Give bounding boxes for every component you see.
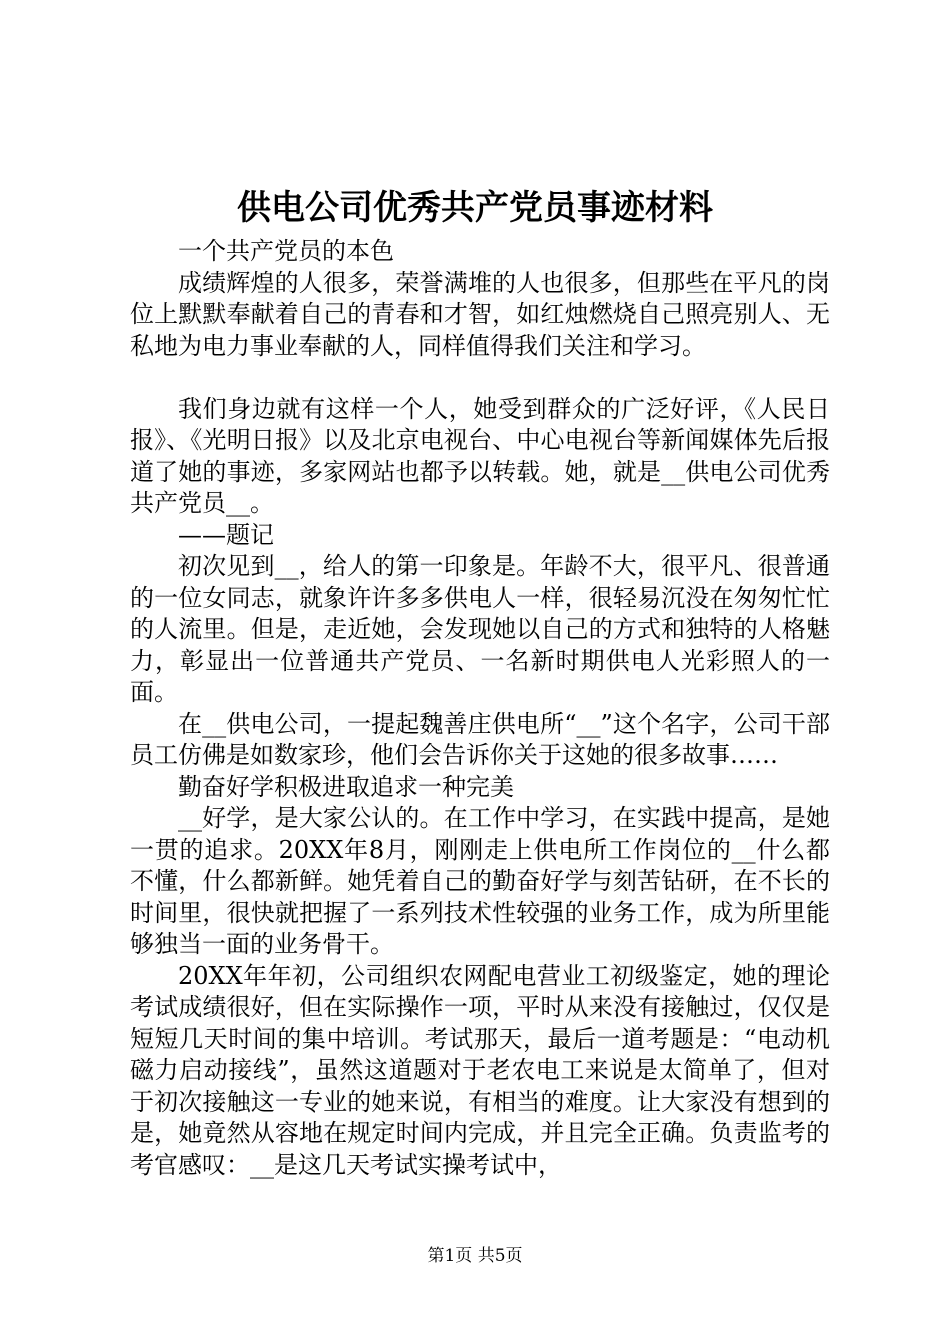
- document-body: [130, 236, 830, 1181]
- paragraph-intro: 成绩辉煌的人很多，荣誉满堆的人也很多，但那些在平凡的岗位上默默奉献着自己的青春和才智，如红烛燃烧自己照亮别人、无私地为电力事业奉献的人，同样值得我们关注和学习。: [130, 268, 830, 360]
- paragraph-studious: __好学，是大家公认的。在工作中学习，在实践中提高，是她一贯的追求。20XX年8月，刚刚走上供电所工作岗位的__什么都不懂，什么都新鲜。她凭着自己的勤奋好学与刻苦钻研，在不长的时间里，很快就把握了一系列技术性较强的业务工作，成为所里能够独当一面的业务骨干。: [130, 804, 830, 958]
- paragraph-first-impression: 初次见到__，给人的第一印象是。年龄不大，很平凡、很普通的一位女同志，就象许许多多供电人一样，很轻易沉没在匆匆忙忙的人流里。但是，走近她，会发现她以自己的方式和独特的人格魅力，彰显出一位普通共产党员、一名新时期供电人光彩照人的一面。: [130, 552, 830, 706]
- page-footer: 第1页 共5页: [427, 1246, 523, 1266]
- paragraph-subtitle: 一个共产党员的本色: [178, 237, 394, 265]
- paragraph-epigraph-source: ——题记: [178, 520, 274, 549]
- paragraph-introduction-person: 我们身边就有这样一个人，她受到群众的广泛好评，《人民日报》、《光明日报》以及北京电视台、中心电视台等新闻媒体先后报道了她的事迹，多家网站也都予以转载。她，就是__供电公司优秀共产党员__。: [130, 394, 830, 517]
- section-heading: 勤奋好学积极进取追求一种完美: [178, 772, 514, 801]
- paragraph-exam: 20XX年年初，公司组织农网配电营业工初级鉴定，她的理论考试成绩很好，但在实际操作一项，平时从来没有接触过，仅仅是短短几天时间的集中培训。考试那天，最后一道考题是：“电动机磁力启动接线”，虽然这道题对于老农电工来说是太简单了，但对于初次接触这一专业的她来说，有相当的难度。让大家没有想到的是，她竟然从容地在规定时间内完成，并且完全正确。负责监考的考官感叹：__是这几天考试实操考试中，: [130, 961, 830, 1179]
- document-title: 供电公司优秀共产党员事迹材料: [237, 188, 713, 228]
- paragraph-company-stories: 在__供电公司，一提起魏善庄供电所“__”这个名字，公司干部员工仿佛是如数家珍，他们会告诉你关于这她的很多故事……: [130, 709, 830, 769]
